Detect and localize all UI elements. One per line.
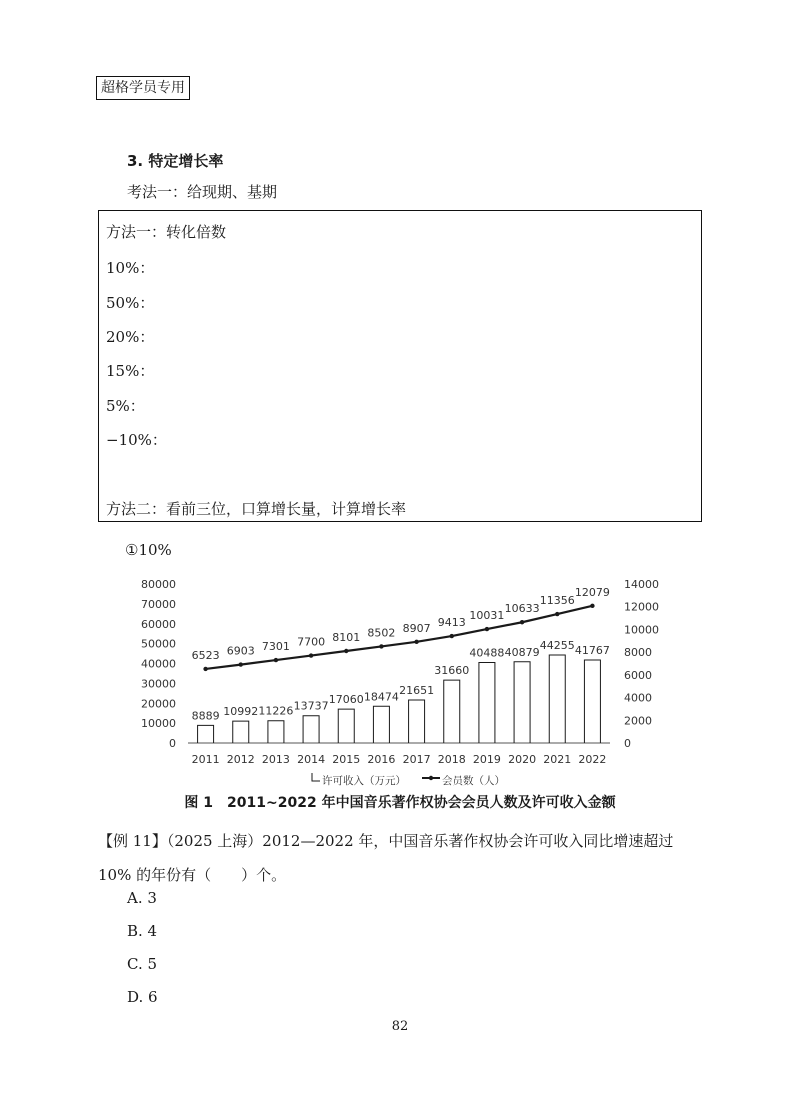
rate-minus10-line: −10%： — [106, 431, 167, 449]
members-point — [274, 658, 278, 662]
members-point — [309, 653, 313, 657]
members-data-label: 7301 — [261, 640, 290, 654]
option-a[interactable]: A. 3 — [127, 889, 157, 907]
right-tick-label: 12000 — [624, 600, 659, 614]
members-data-label: 6523 — [191, 648, 220, 662]
right-tick-label: 6000 — [624, 668, 652, 682]
members-point — [520, 620, 524, 624]
revenue-data-label: 21651 — [399, 683, 435, 697]
x-tick-label: 2021 — [543, 753, 572, 766]
rate-5-line: 5%： — [106, 397, 145, 415]
members-data-label: 8907 — [402, 621, 431, 635]
revenue-data-label: 41767 — [574, 643, 610, 657]
x-tick-label: 2011 — [191, 753, 220, 766]
members-point — [555, 612, 559, 616]
method-one-label: 方法一：转化倍数 — [106, 223, 227, 241]
x-tick-label: 2022 — [578, 753, 607, 766]
legend-bar-swatch — [312, 773, 320, 781]
x-tick-label: 2014 — [297, 753, 326, 766]
membership-revenue-chart — [100, 572, 660, 787]
right-tick-label: 8000 — [624, 646, 652, 660]
revenue-data-label: 10992 — [223, 705, 259, 719]
method-two-label: 方法二：看前三位，口算增长量，计算增长率 — [106, 500, 407, 518]
method-box — [98, 210, 702, 522]
right-tick-label: 10000 — [624, 623, 659, 637]
revenue-bar — [198, 725, 214, 743]
members-data-label: 12079 — [574, 585, 610, 599]
option-b[interactable]: B. 4 — [127, 922, 158, 940]
revenue-data-label: 44255 — [539, 639, 575, 653]
revenue-data-label: 11226 — [258, 704, 294, 718]
left-tick-label: 80000 — [141, 578, 176, 591]
members-point — [379, 644, 383, 648]
x-tick-label: 2016 — [367, 753, 396, 766]
members-point — [203, 667, 207, 671]
method-subtitle: 考法一：给现期、基期 — [127, 183, 278, 201]
left-tick-label: 70000 — [141, 597, 176, 611]
revenue-bar — [373, 706, 389, 743]
revenue-bar — [409, 700, 425, 743]
revenue-data-label: 31660 — [434, 664, 470, 678]
x-tick-label: 2015 — [332, 753, 361, 766]
student-only-stamp: 超格学员专用 — [96, 76, 190, 100]
revenue-bar — [584, 660, 600, 743]
revenue-data-label: 13737 — [293, 699, 329, 713]
figure-caption: 图 1 2011~2022 年中国音乐著作权协会会员人数及许可收入金额 — [184, 795, 616, 811]
members-data-label: 8502 — [367, 626, 396, 640]
members-data-label: 10031 — [469, 609, 505, 623]
left-tick-label: 0 — [169, 737, 176, 750]
legend-line-marker — [429, 776, 433, 780]
x-tick-label: 2013 — [261, 753, 290, 766]
revenue-bar — [479, 663, 495, 743]
section-title: 3. 特定增长率 — [127, 152, 224, 170]
x-tick-label: 2018 — [437, 753, 466, 766]
revenue-bar — [338, 709, 354, 743]
members-data-label: 6903 — [226, 644, 255, 658]
revenue-bar — [303, 716, 319, 743]
members-line — [206, 606, 593, 669]
legend-revenue-label: 许可收入（万元） — [322, 775, 406, 787]
left-tick-label: 50000 — [141, 637, 176, 651]
left-tick-label: 30000 — [141, 677, 176, 691]
rate-50-line: 50%： — [106, 294, 155, 312]
right-tick-label: 2000 — [624, 714, 652, 728]
members-data-label: 8101 — [332, 630, 361, 644]
revenue-data-label: 40488 — [469, 646, 505, 660]
revenue-bar — [233, 721, 249, 743]
option-c[interactable]: C. 5 — [127, 955, 158, 973]
x-tick-label: 2019 — [472, 753, 501, 766]
members-point — [414, 640, 418, 644]
revenue-data-label: 8889 — [191, 709, 220, 723]
members-data-label: 10633 — [504, 602, 540, 616]
left-tick-label: 40000 — [141, 657, 176, 671]
page-number: 82 — [391, 1019, 409, 1034]
right-tick-label: 0 — [624, 737, 631, 750]
revenue-data-label: 17060 — [328, 693, 364, 707]
members-data-label: 7700 — [297, 635, 326, 649]
members-point — [590, 604, 594, 608]
legend-members-label: 会员数（人） — [442, 775, 505, 787]
rate-20-line: 20%： — [106, 328, 155, 346]
x-tick-label: 2012 — [226, 753, 255, 766]
members-point — [485, 627, 489, 631]
revenue-bar — [268, 721, 284, 743]
right-tick-label: 14000 — [624, 578, 659, 591]
chart-sublabel: ①10% — [125, 541, 172, 559]
revenue-bar — [514, 662, 530, 743]
left-tick-label: 60000 — [141, 617, 176, 631]
left-tick-label: 20000 — [141, 697, 176, 711]
left-tick-label: 10000 — [141, 717, 176, 731]
x-tick-label: 2020 — [508, 753, 537, 766]
members-point — [344, 649, 348, 653]
members-point — [450, 634, 454, 638]
revenue-data-label: 40879 — [504, 645, 540, 659]
option-d[interactable]: D. 6 — [127, 988, 158, 1006]
rate-10-line: 10%： — [106, 259, 155, 277]
revenue-data-label: 18474 — [363, 690, 399, 704]
members-data-label: 11356 — [539, 594, 575, 608]
rate-15-line: 15%： — [106, 362, 155, 380]
x-tick-label: 2017 — [402, 753, 431, 766]
revenue-bar — [444, 680, 460, 743]
revenue-bar — [549, 655, 565, 743]
example-question: 【例 11】（2025 上海）2012—2022 年，中国音乐著作权协会许可收入同比增速超过 10% 的年份有（ ）个。 — [98, 832, 674, 884]
right-tick-label: 4000 — [624, 691, 652, 705]
members-data-label: 9413 — [437, 616, 466, 630]
members-point — [239, 662, 243, 666]
